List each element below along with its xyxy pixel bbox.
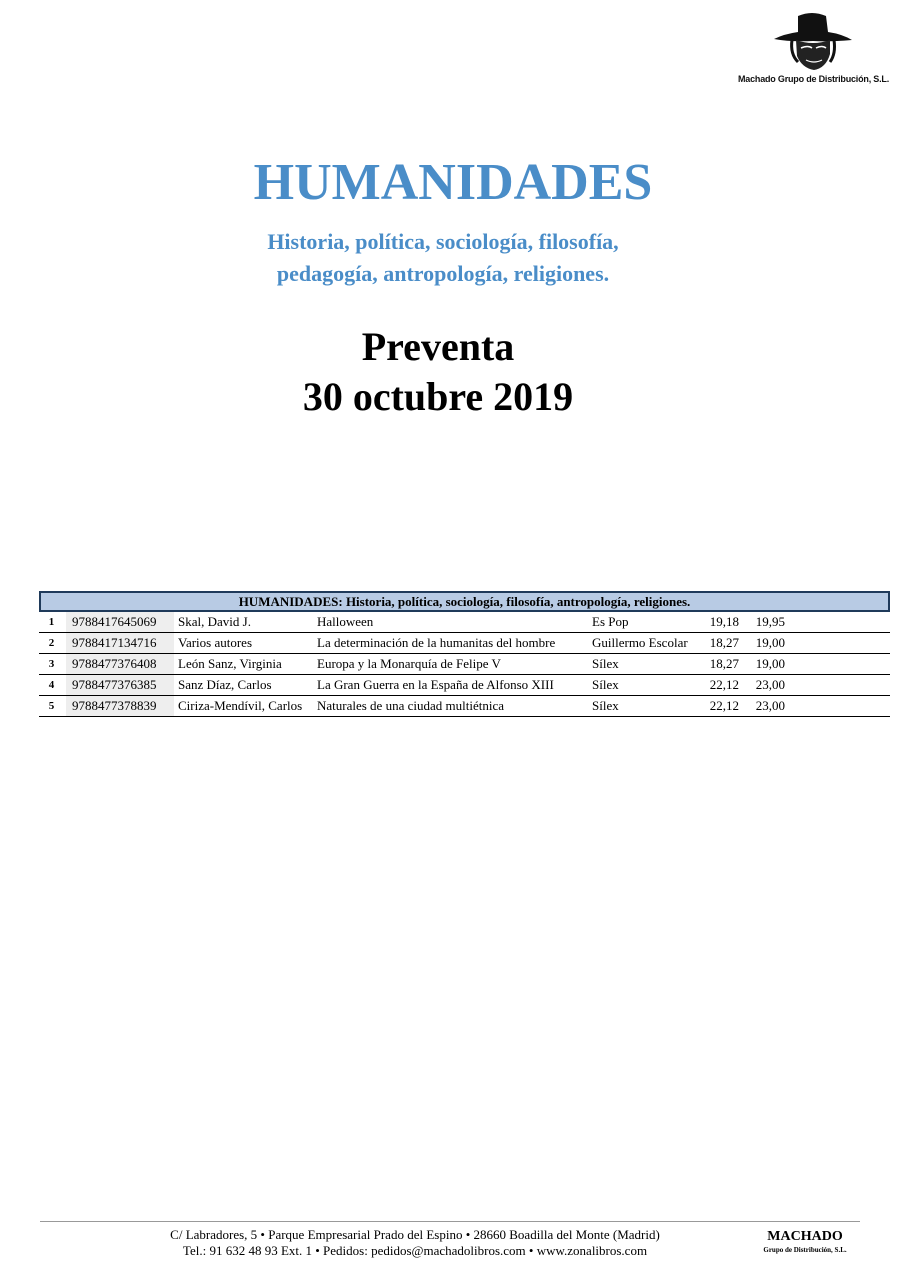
title-cell: Naturales de una ciudad multiétnica <box>317 698 504 713</box>
table-row <box>39 675 890 696</box>
price-net-cell: 18,27 <box>709 635 739 650</box>
row-number: 4 <box>48 679 55 691</box>
row-number: 3 <box>48 658 55 670</box>
publisher-cell: Sílex <box>592 656 619 671</box>
publisher-cell: Sílex <box>592 698 619 713</box>
author-cell: Skal, David J. <box>178 614 251 629</box>
book-table <box>39 591 890 717</box>
table-row <box>39 633 890 654</box>
price-pvp-cell: 19,95 <box>755 614 785 629</box>
price-net-cell: 19,18 <box>709 614 739 629</box>
footer-brand-name: MACHADO <box>767 1229 843 1244</box>
page-title: HUMANIDADES <box>253 154 653 211</box>
price-net-cell: 22,12 <box>709 698 739 713</box>
page-subtitle <box>0 226 886 290</box>
footer-divider <box>40 1221 860 1222</box>
price-pvp-cell: 23,00 <box>755 698 785 713</box>
publisher-cell: Es Pop <box>592 614 629 629</box>
table-row <box>39 612 890 633</box>
presale-date: 30 octubre 2019 <box>302 374 574 419</box>
footer-contact-line: Tel.: 91 632 48 93 Ext. 1 • Pedidos: pedidos@machadolibros.com • www.zonalibros.com <box>182 1243 648 1258</box>
table-row <box>39 696 890 717</box>
logo-text: Machado Grupo de Distribución, S.L. <box>738 74 890 84</box>
price-pvp-cell: 19,00 <box>755 635 785 650</box>
isbn-cell: 9788477376408 <box>66 654 174 674</box>
title-cell: Halloween <box>317 614 374 629</box>
publisher-cell: Sílex <box>592 677 619 692</box>
price-net-cell: 22,12 <box>709 677 739 692</box>
title-cell: La Gran Guerra en la España de Alfonso XIII <box>317 677 554 692</box>
price-pvp-cell: 23,00 <box>755 677 785 692</box>
footer-brand-subtitle: Grupo de Distribución, S.L. <box>763 1246 847 1254</box>
author-cell: Ciriza-Mendívil, Carlos <box>178 698 303 713</box>
author-cell: Sanz Díaz, Carlos <box>178 677 272 692</box>
footer-brand <box>742 1229 868 1255</box>
publisher-cell: Guillermo Escolar <box>592 635 688 650</box>
subtitle-line-1: Historia, política, sociología, filosofía, <box>267 229 619 254</box>
author-cell: Varios autores <box>178 635 253 650</box>
price-net-cell: 18,27 <box>709 656 739 671</box>
row-number: 2 <box>48 637 55 649</box>
author-cell: León Sanz, Virginia <box>178 656 282 671</box>
isbn-cell: 9788417134716 <box>66 633 174 653</box>
company-logo <box>738 10 888 92</box>
footer-address <box>40 1227 790 1259</box>
row-number: 1 <box>48 616 55 628</box>
title-cell: La determinación de la humanitas del hombre <box>317 635 556 650</box>
presale-heading <box>0 322 876 422</box>
price-pvp-cell: 19,00 <box>755 656 785 671</box>
presale-label: Preventa <box>361 324 515 369</box>
title-cell: Europa y la Monarquía de Felipe V <box>317 656 501 671</box>
isbn-cell: 9788417645069 <box>66 612 174 632</box>
subtitle-line-2: pedagogía, antropología, religiones. <box>276 261 610 286</box>
footer-address-line-1: C/ Labradores, 5 • Parque Empresarial Prado del Espino • 28660 Boadilla del Monte (Madrid) <box>170 1227 660 1242</box>
row-number: 5 <box>48 700 55 712</box>
table-heading: HUMANIDADES: Historia, política, sociología, filosofía, antropología, religiones. <box>39 591 890 612</box>
isbn-cell: 9788477378839 <box>66 696 174 716</box>
isbn-cell: 9788477376385 <box>66 675 174 695</box>
table-row <box>39 654 890 675</box>
man-in-hat-icon <box>768 10 858 72</box>
